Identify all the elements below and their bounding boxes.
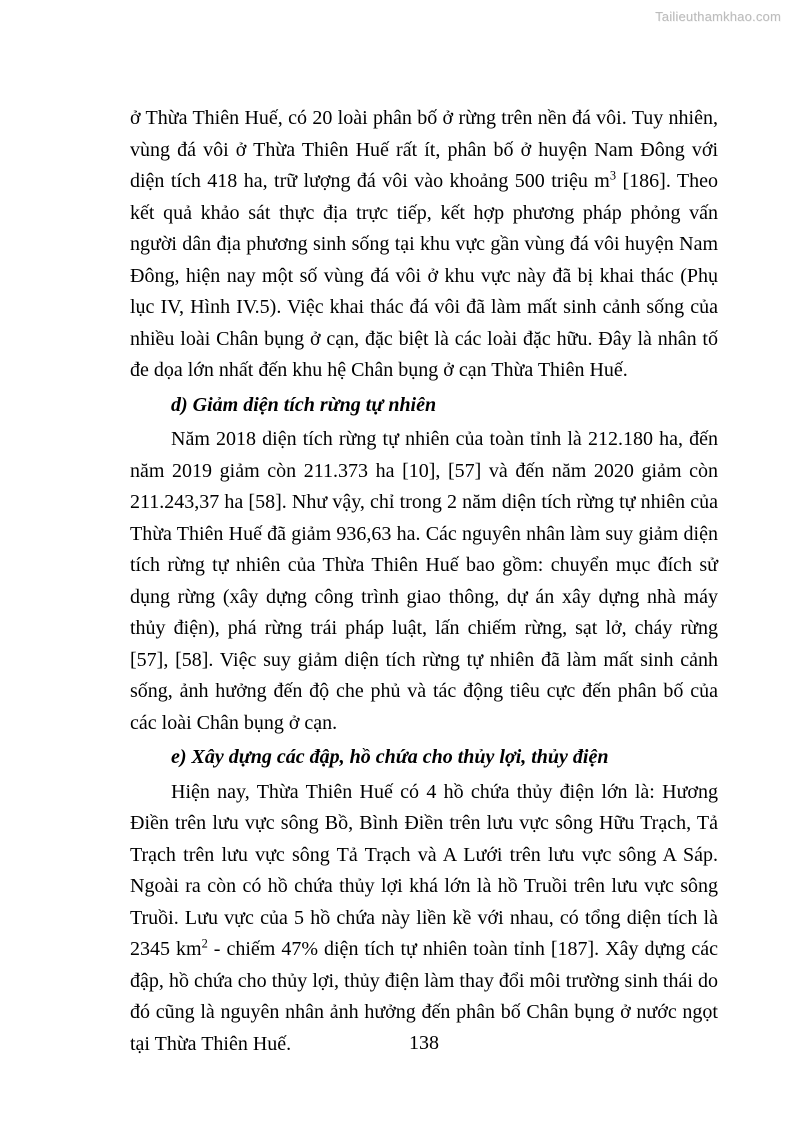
watermark-text: Tailieuthamkhao.com — [655, 9, 781, 24]
page-number: 138 — [409, 1032, 439, 1054]
paragraph-limestone-threat: ở Thừa Thiên Huế, có 20 loài phân bố ở rừng trên nền đá vôi. Tuy nhiên, vùng đá vôi ở Thừa Thiên Huế rất ít, phân bố ở huyện Nam Đông với diện tích 418 ha, trữ lượng đá vôi vào khoảng 500 triệu $m^3$ [186]. Theo kết quả khảo sát thực địa trực tiếp, kết hợp phương pháp phỏng vấn người dân địa phương sinh sống tại khu vực gần vùng đá vôi huyện Nam Đông, hiện nay một số vùng đá vôi ở khu vực này đã bị khai thác (Phụ lục IV, Hình IV.5). Việc khai thác đá vôi đã làm mất sinh cảnh sống của nhiều loài Chân bụng ở cạn, đặc biệt là các loài đặc hữu. Đây là nhân tố đe dọa lớn nhất đến khu hệ Chân bụng ở cạn Thừa Thiên Huế. — [130, 107, 718, 381]
heading-d-forest-area-decline: d) Giảm diện tích rừng tự nhiên — [171, 393, 437, 416]
paragraph-forest-area-statistics: Năm 2018 diện tích rừng tự nhiên của toàn tỉnh là 212.180 ha, đến năm 2019 giảm còn 211.373 ha [10], [57] và đến năm 2020 giảm còn 211.243,37 ha [58]. Như vậy, chỉ trong 2 năm diện tích rừng tự nhiên của Thừa Thiên Huế đã giảm 936,63 ha. Các nguyên nhân làm suy giảm diện tích rừng tự nhiên của Thừa Thiên Huế bao gồm: chuyển mục đích sử dụng rừng (xây dựng công trình giao thông, dự án xây dựng nhà máy thủy điện), phá rừng trái pháp luật, lấn chiếm rừng, sạt lở, cháy rừng [57], [58]. Việc suy giảm diện tích rừng tự nhiên đã làm mất sinh cảnh sống, ảnh hưởng đến độ che phủ và tác động tiêu cực đến phân bố của các loài Chân bụng ở cạn. — [130, 428, 718, 734]
paragraph-reservoirs-hydropower: Hiện nay, Thừa Thiên Huế có 4 hồ chứa thủy điện lớn là: Hương Điền trên lưu vực sông Bồ, Bình Điền trên lưu vực sông Hữu Trạch, Tả Trạch trên lưu vực sông Tả Trạch và A Lưới trên lưu vực sông A Sáp. Ngoài ra còn có hồ chứa thủy lợi khá lớn là hồ Truồi trên lưu vực sông Truồi. Lưu vực của 5 hồ chứa này liền kề với nhau, có tổng diện tích là 2345 $km^2$ - chiếm 47% diện tích tự nhiên toàn tỉnh [187]. Xây dựng các đập, hồ chứa cho thủy lợi, thủy điện làm thay đổi môi trường sinh thái do đó cũng là nguyên nhân ảnh hưởng đến phân bố Chân bụng ở nước ngọt tại Thừa Thiên Huế. — [130, 780, 718, 1055]
page-body-text — [130, 103, 718, 1060]
heading-e-dams-reservoirs: e) Xây dựng các đập, hồ chứa cho thủy lợi, thủy điện — [171, 746, 609, 768]
